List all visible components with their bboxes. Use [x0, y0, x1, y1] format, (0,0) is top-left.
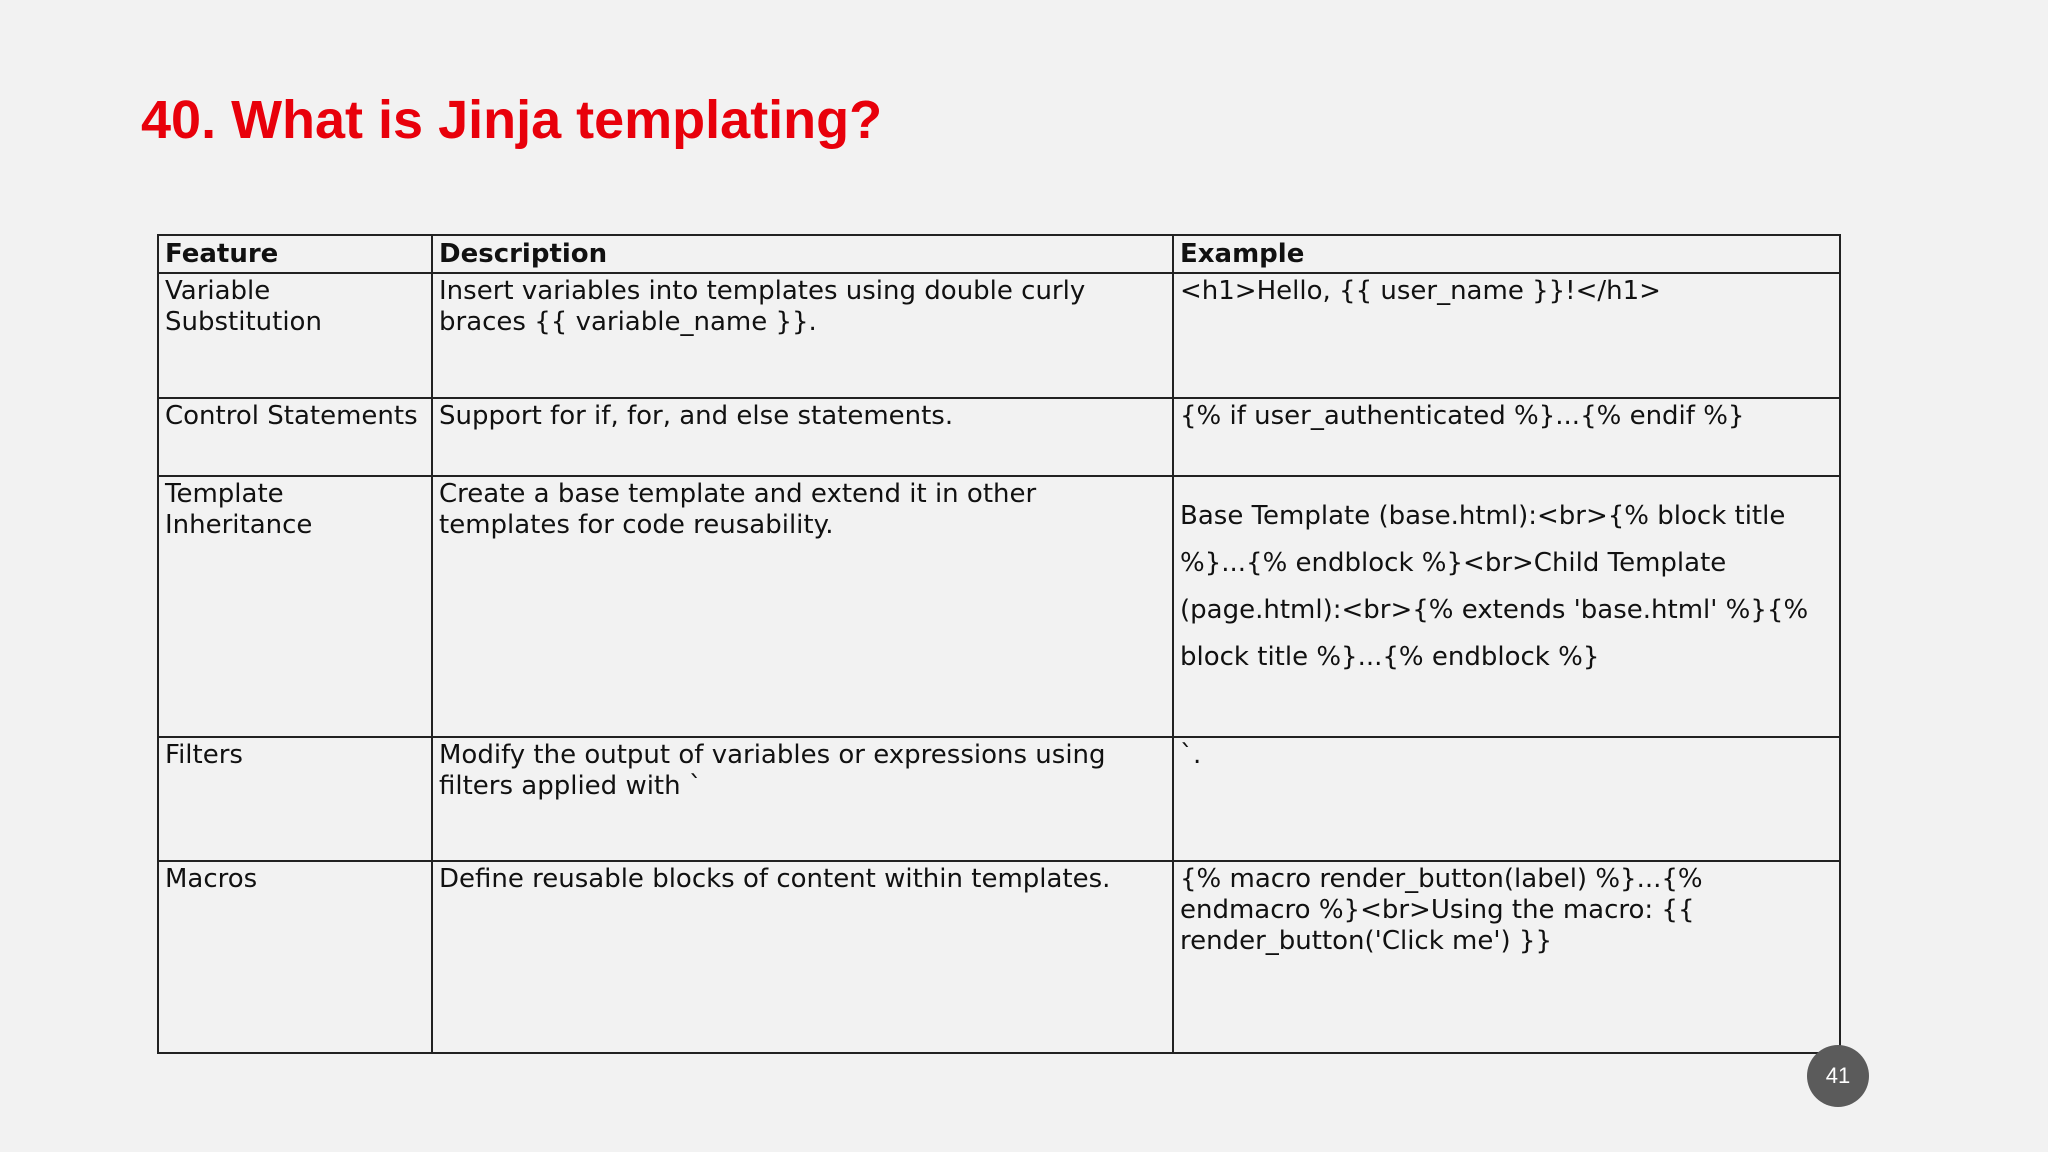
- feature-cell: Control Statements: [158, 398, 432, 476]
- header-description: Description: [432, 235, 1173, 273]
- feature-cell: Template Inheritance: [158, 476, 432, 737]
- description-cell: Define reusable blocks of content within templates.: [432, 861, 1173, 1053]
- example-cell: <h1>Hello, {{ user_name }}!</h1>: [1173, 273, 1840, 398]
- example-cell: {% macro render_button(label) %}...{% endmacro %}<br>Using the macro: {{ render_button('Click me') }}: [1173, 861, 1840, 1053]
- header-feature: Feature: [158, 235, 432, 273]
- page-number-badge: 41: [1807, 1045, 1869, 1107]
- table-row: [158, 737, 1840, 861]
- description-cell: Create a base template and extend it in other templates for code reusability.: [432, 476, 1173, 737]
- example-cell: `.: [1173, 737, 1840, 861]
- description-cell: Modify the output of variables or expressions using filters applied with `: [432, 737, 1173, 861]
- example-cell: [1173, 476, 1840, 737]
- feature-cell: Variable Substitution: [158, 273, 432, 398]
- example-text: Base Template (base.html):<br>{% block title %}...{% endblock %}<br>Child Template (page.html):<br>{% extends 'base.html' %}{% block title %}...{% endblock %}: [1180, 501, 1809, 672]
- example-cell: {% if user_authenticated %}...{% endif %}: [1173, 398, 1840, 476]
- table-row: [158, 861, 1840, 1053]
- feature-table: [157, 234, 1841, 1054]
- feature-cell: Macros: [158, 861, 432, 1053]
- description-cell: Insert variables into templates using double curly braces {{ variable_name }}.: [432, 273, 1173, 398]
- header-example: Example: [1173, 235, 1840, 273]
- table-row: [158, 476, 1840, 737]
- description-cell: Support for if, for, and else statements.: [432, 398, 1173, 476]
- feature-cell: Filters: [158, 737, 432, 861]
- table-header-row: [158, 235, 1840, 273]
- slide-title: 40. What is Jinja templating?: [141, 90, 883, 150]
- table-row: [158, 273, 1840, 398]
- table-row: [158, 398, 1840, 476]
